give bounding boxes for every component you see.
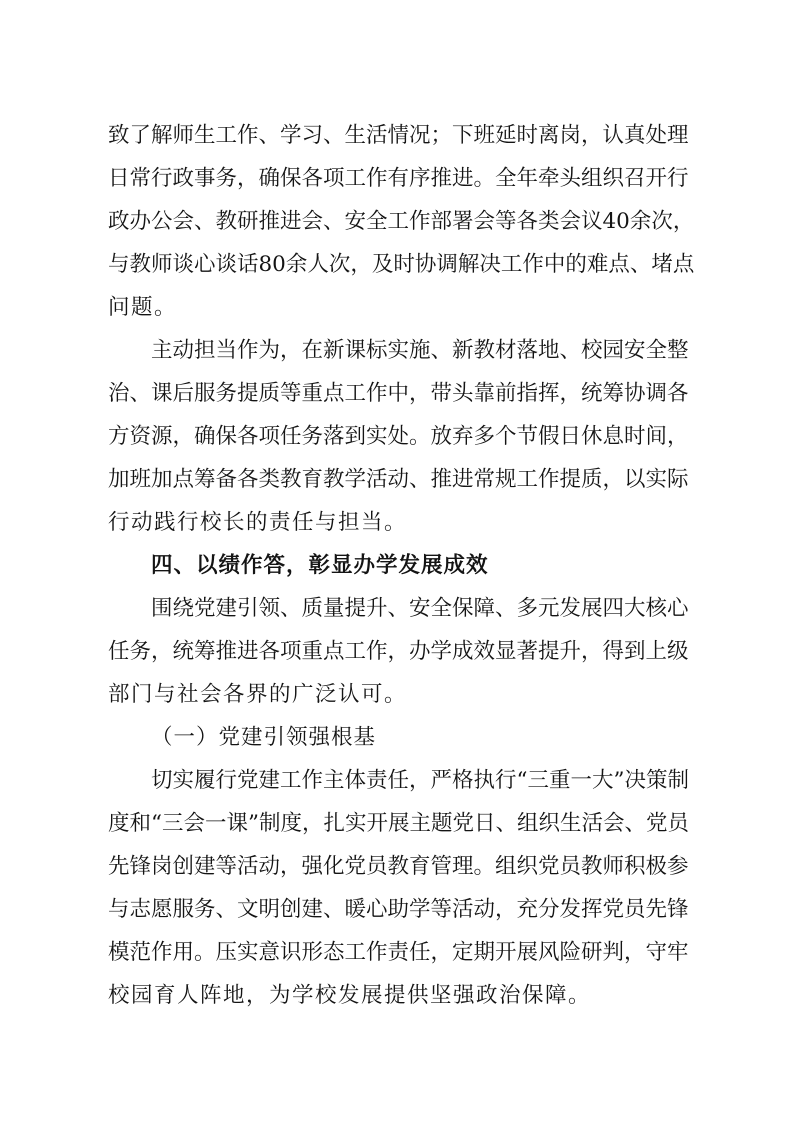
paragraph-4-line-4: 与志愿服务、文明创建、暖心助学等活动，充分发挥党员先锋 xyxy=(108,897,689,922)
paragraph-2-line-3: 方资源，确保各项任务落到实处。放弃多个节假日休息时间， xyxy=(108,424,689,449)
paragraph-1-line-1: 致了解师生工作、学习、生活情况；下班延时离岗，认真处理 xyxy=(108,123,689,148)
paragraph-2-line-2: 治、课后服务提质等重点工作中，带头靠前指挥，统筹协调各 xyxy=(108,381,689,406)
paragraph-2-line-4: 加班加点筹备各类教育教学活动、推进常规工作提质，以实际 xyxy=(108,467,689,492)
paragraph-1-line-2: 日常行政事务，确保各项工作有序推进。全年牵头组织召开行 xyxy=(108,166,689,191)
paragraph-1-line-5: 问题。 xyxy=(108,295,178,320)
paragraph-4-line-6: 校园育人阵地，为学校发展提供坚强政治保障。 xyxy=(108,983,592,1008)
section-4-heading: 四、以绩作答，彰显办学发展成效 xyxy=(151,553,489,578)
paragraph-3-line-2: 任务，统筹推进各项重点工作，办学成效显著提升，得到上级 xyxy=(108,639,689,664)
paragraph-3-line-1: 围绕党建引领、质量提升、安全保障、多元发展四大核心 xyxy=(151,596,689,621)
paragraph-1-line-4: 与教师谈心谈话80余人次，及时协调解决工作中的难点、堵点 xyxy=(108,252,695,277)
paragraph-1-line-3: 政办公会、教研推进会、安全工作部署会等各类会议40余次， xyxy=(108,209,695,234)
subsection-1-heading: （一）党建引领强根基 xyxy=(151,725,377,750)
paragraph-4-line-3: 先锋岗创建等活动，强化党员教育管理。组织党员教师积极参 xyxy=(108,854,689,879)
paragraph-4-line-2: 度和“三会一课”制度，扎实开展主题党日、组织生活会、党员 xyxy=(108,811,689,836)
paragraph-4-line-1: 切实履行党建工作主体责任，严格执行“三重一大”决策制 xyxy=(151,768,689,793)
paragraph-2-line-1: 主动担当作为，在新课标实施、新教材落地、校园安全整 xyxy=(151,338,689,363)
paragraph-3-line-3: 部门与社会各界的广泛认可。 xyxy=(108,682,408,707)
paragraph-4-line-5: 模范作用。压实意识形态工作责任，定期开展风险研判，守牢 xyxy=(108,940,689,965)
paragraph-2-line-5: 行动践行校长的责任与担当。 xyxy=(108,510,408,535)
